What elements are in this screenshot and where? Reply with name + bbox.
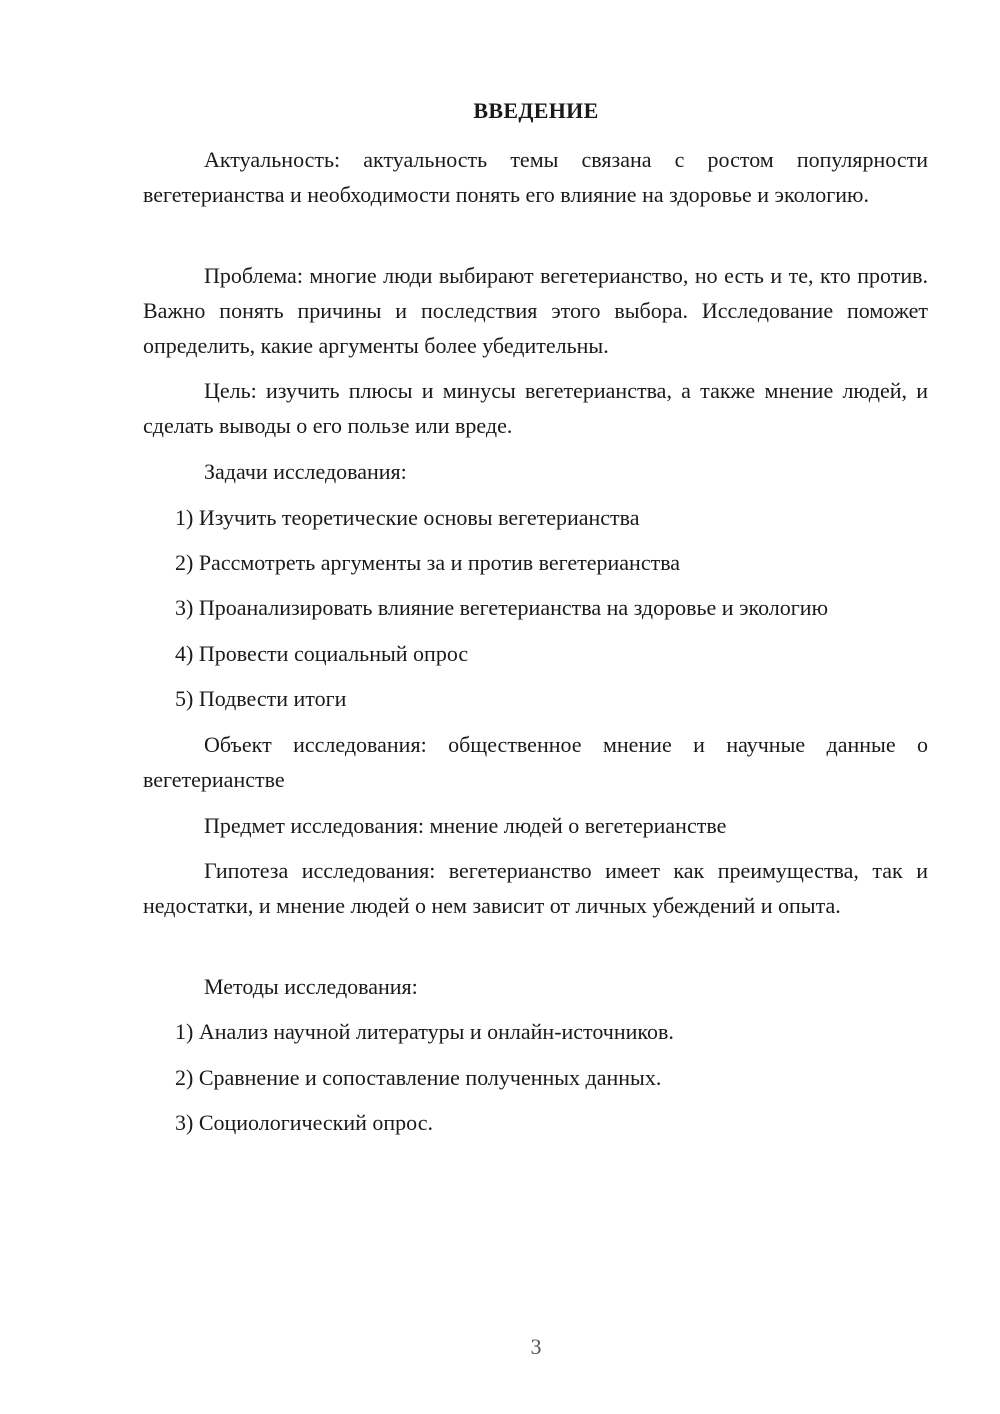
- list-item: 1) Изучить теоретические основы вегетерианства: [175, 505, 640, 530]
- tasks-list-item: [143, 590, 928, 625]
- problem-block: [143, 258, 928, 363]
- problem-paragraph: Проблема: многие люди выбирают вегетерианство, но есть и те, кто против. Важно понять причины и последствия этого выбора. Исследование поможет определить, какие аргументы более убедительны.: [143, 263, 928, 358]
- list-item: 5) Подвести итоги: [175, 686, 347, 711]
- object-block: [143, 727, 928, 797]
- list-item: 3) Проанализировать влияние вегетерианства на здоровье и экологию: [175, 595, 829, 620]
- subject-paragraph: Предмет исследования: мнение людей о вегетерианстве: [204, 813, 727, 838]
- list-item: 3) Социологический опрос.: [175, 1110, 433, 1135]
- methods-list-item: [143, 1060, 928, 1095]
- goal-paragraph: Цель: изучить плюсы и минусы вегетерианства, а также мнение людей, и сделать выводы о его пользе или вреде.: [143, 378, 928, 438]
- list-item: 2) Сравнение и сопоставление полученных данных.: [175, 1065, 662, 1090]
- page-number: 3: [530, 1334, 542, 1359]
- relevance-block: [143, 142, 928, 212]
- tasks-heading: Задачи исследования:: [204, 459, 407, 484]
- tasks-list-item: [143, 545, 928, 580]
- tasks-list-item: [143, 500, 928, 535]
- methods-list-item: [143, 1105, 928, 1140]
- list-item: 2) Рассмотреть аргументы за и против вегетерианства: [175, 550, 681, 575]
- hypothesis-block: [143, 853, 928, 923]
- tasks-list-item: [143, 636, 928, 671]
- methods-heading-block: [143, 969, 928, 1004]
- tasks-list-item: [143, 681, 928, 716]
- relevance-paragraph: Актуальность: актуальность темы связана с ростом популярности вегетерианства и необходимости понять его влияние на здоровье и экологию.: [143, 147, 928, 207]
- list-item: 1) Анализ научной литературы и онлайн-источников.: [175, 1019, 674, 1044]
- methods-heading: Методы исследования:: [204, 974, 418, 999]
- object-paragraph: Объект исследования: общественное мнение и научные данные о вегетерианстве: [143, 732, 928, 792]
- section-title: ВВЕДЕНИЕ: [473, 98, 599, 123]
- tasks-heading-block: [143, 454, 928, 489]
- list-item: 4) Провести социальный опрос: [175, 641, 469, 666]
- hypothesis-paragraph: Гипотеза исследования: вегетерианство имеет как преимущества, так и недостатки, и мнение людей о нем зависит от личных убеждений и опыта.: [143, 858, 928, 918]
- goal-block: [143, 373, 928, 443]
- methods-list-item: [143, 1014, 928, 1049]
- subject-block: [143, 808, 928, 843]
